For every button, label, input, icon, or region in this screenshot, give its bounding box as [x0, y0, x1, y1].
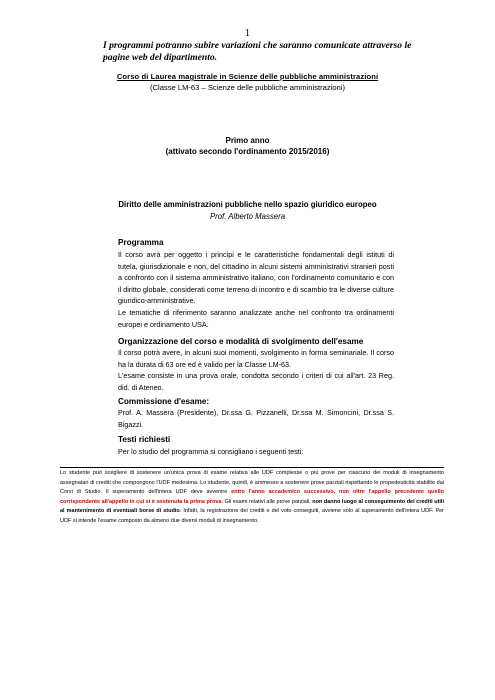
footnote	[60, 469, 444, 526]
course-class: (Classe LM-63 – Scienze delle pubbliche amministrazioni)	[150, 83, 345, 92]
section-heading-organizzazione: Organizzazione del corso e modalità di svolgimento dell'esame	[118, 337, 364, 346]
section-heading-programma: Programma	[118, 238, 164, 247]
section-body-testi	[118, 446, 394, 458]
ordinance-label: (attivato secondo l'ordinamento 2015/2016)	[165, 147, 330, 156]
subject-title: Diritto delle amministrazioni pubbliche nello spazio giuridico europeo	[118, 200, 377, 209]
year-block	[0, 135, 495, 157]
footnote-deadline-highlight: entro l'anno accademico successivo, non oltre l'appello precedente quello corrispondente all'appello in cui si è sostenuta la prima prova	[60, 489, 444, 505]
footnote-text: Lo studente può scegliere di sostenere un'unica prova di esame relativa alle UDF complesse o più prove per ciascuno dei moduli di insegnamento assegnatari di crediti che compongono l'UDF medesima. Lo studente, quindi, è ammesso a sostenere prove parziali rispettando le propedeuticità stabilite dai Corsi di Studio. Il superamento dell'intera UDF deve avvenire	[60, 470, 444, 495]
footnote-divider	[60, 467, 444, 468]
programma-paragraph: Le tematiche di riferimento saranno analizzate anche nel confronto tra ordinamenti europei e ordinamento USA.	[118, 307, 394, 329]
page-number: 1	[245, 28, 250, 39]
course-title: Corso di Laurea magistrale in Scienze delle pubbliche amministrazioni	[116, 72, 379, 81]
commissione-paragraph: Prof. A. Massera (Presidente), Dr.ssa G. Pizzanelli, Dr.ssa M. Simoncini, Dr.ssa S. Bigazzi.	[118, 408, 394, 429]
section-heading-commissione: Commissione d'esame:	[118, 397, 210, 406]
footnote-text: . Gli esami relativi alle prove parziali,	[221, 498, 311, 505]
programma-paragraph: Il corso avrà per oggetto i principi e le caratteristiche fondamentali degli istituti di tutela, giurisdizionale e non, del cittadino in alcuni sistemi amministrativi stranieri posti a confronto con il sistema amministrativo italiano, con l'ordinamento comunitario e con il diritto globale, considerati come terreno di incontro e di scambio tra le diverse culture giuridico-amministrative.	[118, 250, 394, 306]
footnote-text: . Infatti, la registrazione dei crediti e del voto conseguiti, avviene solo al superamento dell'intera UDF. Per UDF si intende l'esame composto da almeno due diversi moduli di insegnamento.	[60, 508, 444, 524]
footnote-credits-warning: non danno luogo al conseguimento dei crediti utili al mantenimento di eventuali borse di studio	[60, 498, 444, 514]
year-label: Primo anno	[225, 136, 270, 145]
section-body-programma	[118, 249, 394, 330]
section-body-commissione	[118, 407, 394, 430]
section-body-organizzazione	[118, 347, 394, 393]
testi-paragraph: Per lo studio del programma si consigliano i seguenti testi:	[118, 447, 304, 456]
organizzazione-paragraph: L'esame consiste in una prova orale, condotta secondo i criteri di cui all'art. 23 Reg. did. di Ateneo.	[118, 371, 394, 392]
organizzazione-paragraph: Il corso potrà avere, in alcuni suoi momenti, svolgimento in forma seminariale. Il corso ha la durata di 63 ore ed è valido per la Classe LM-63.	[118, 348, 394, 369]
section-heading-testi: Testi richiesti	[118, 435, 171, 444]
department-notice: I programmi potranno subire variazioni che saranno comunicate attraverso le pagine web del dipartimento.	[103, 40, 412, 63]
professor-name: Prof. Alberto Massera	[209, 212, 286, 221]
